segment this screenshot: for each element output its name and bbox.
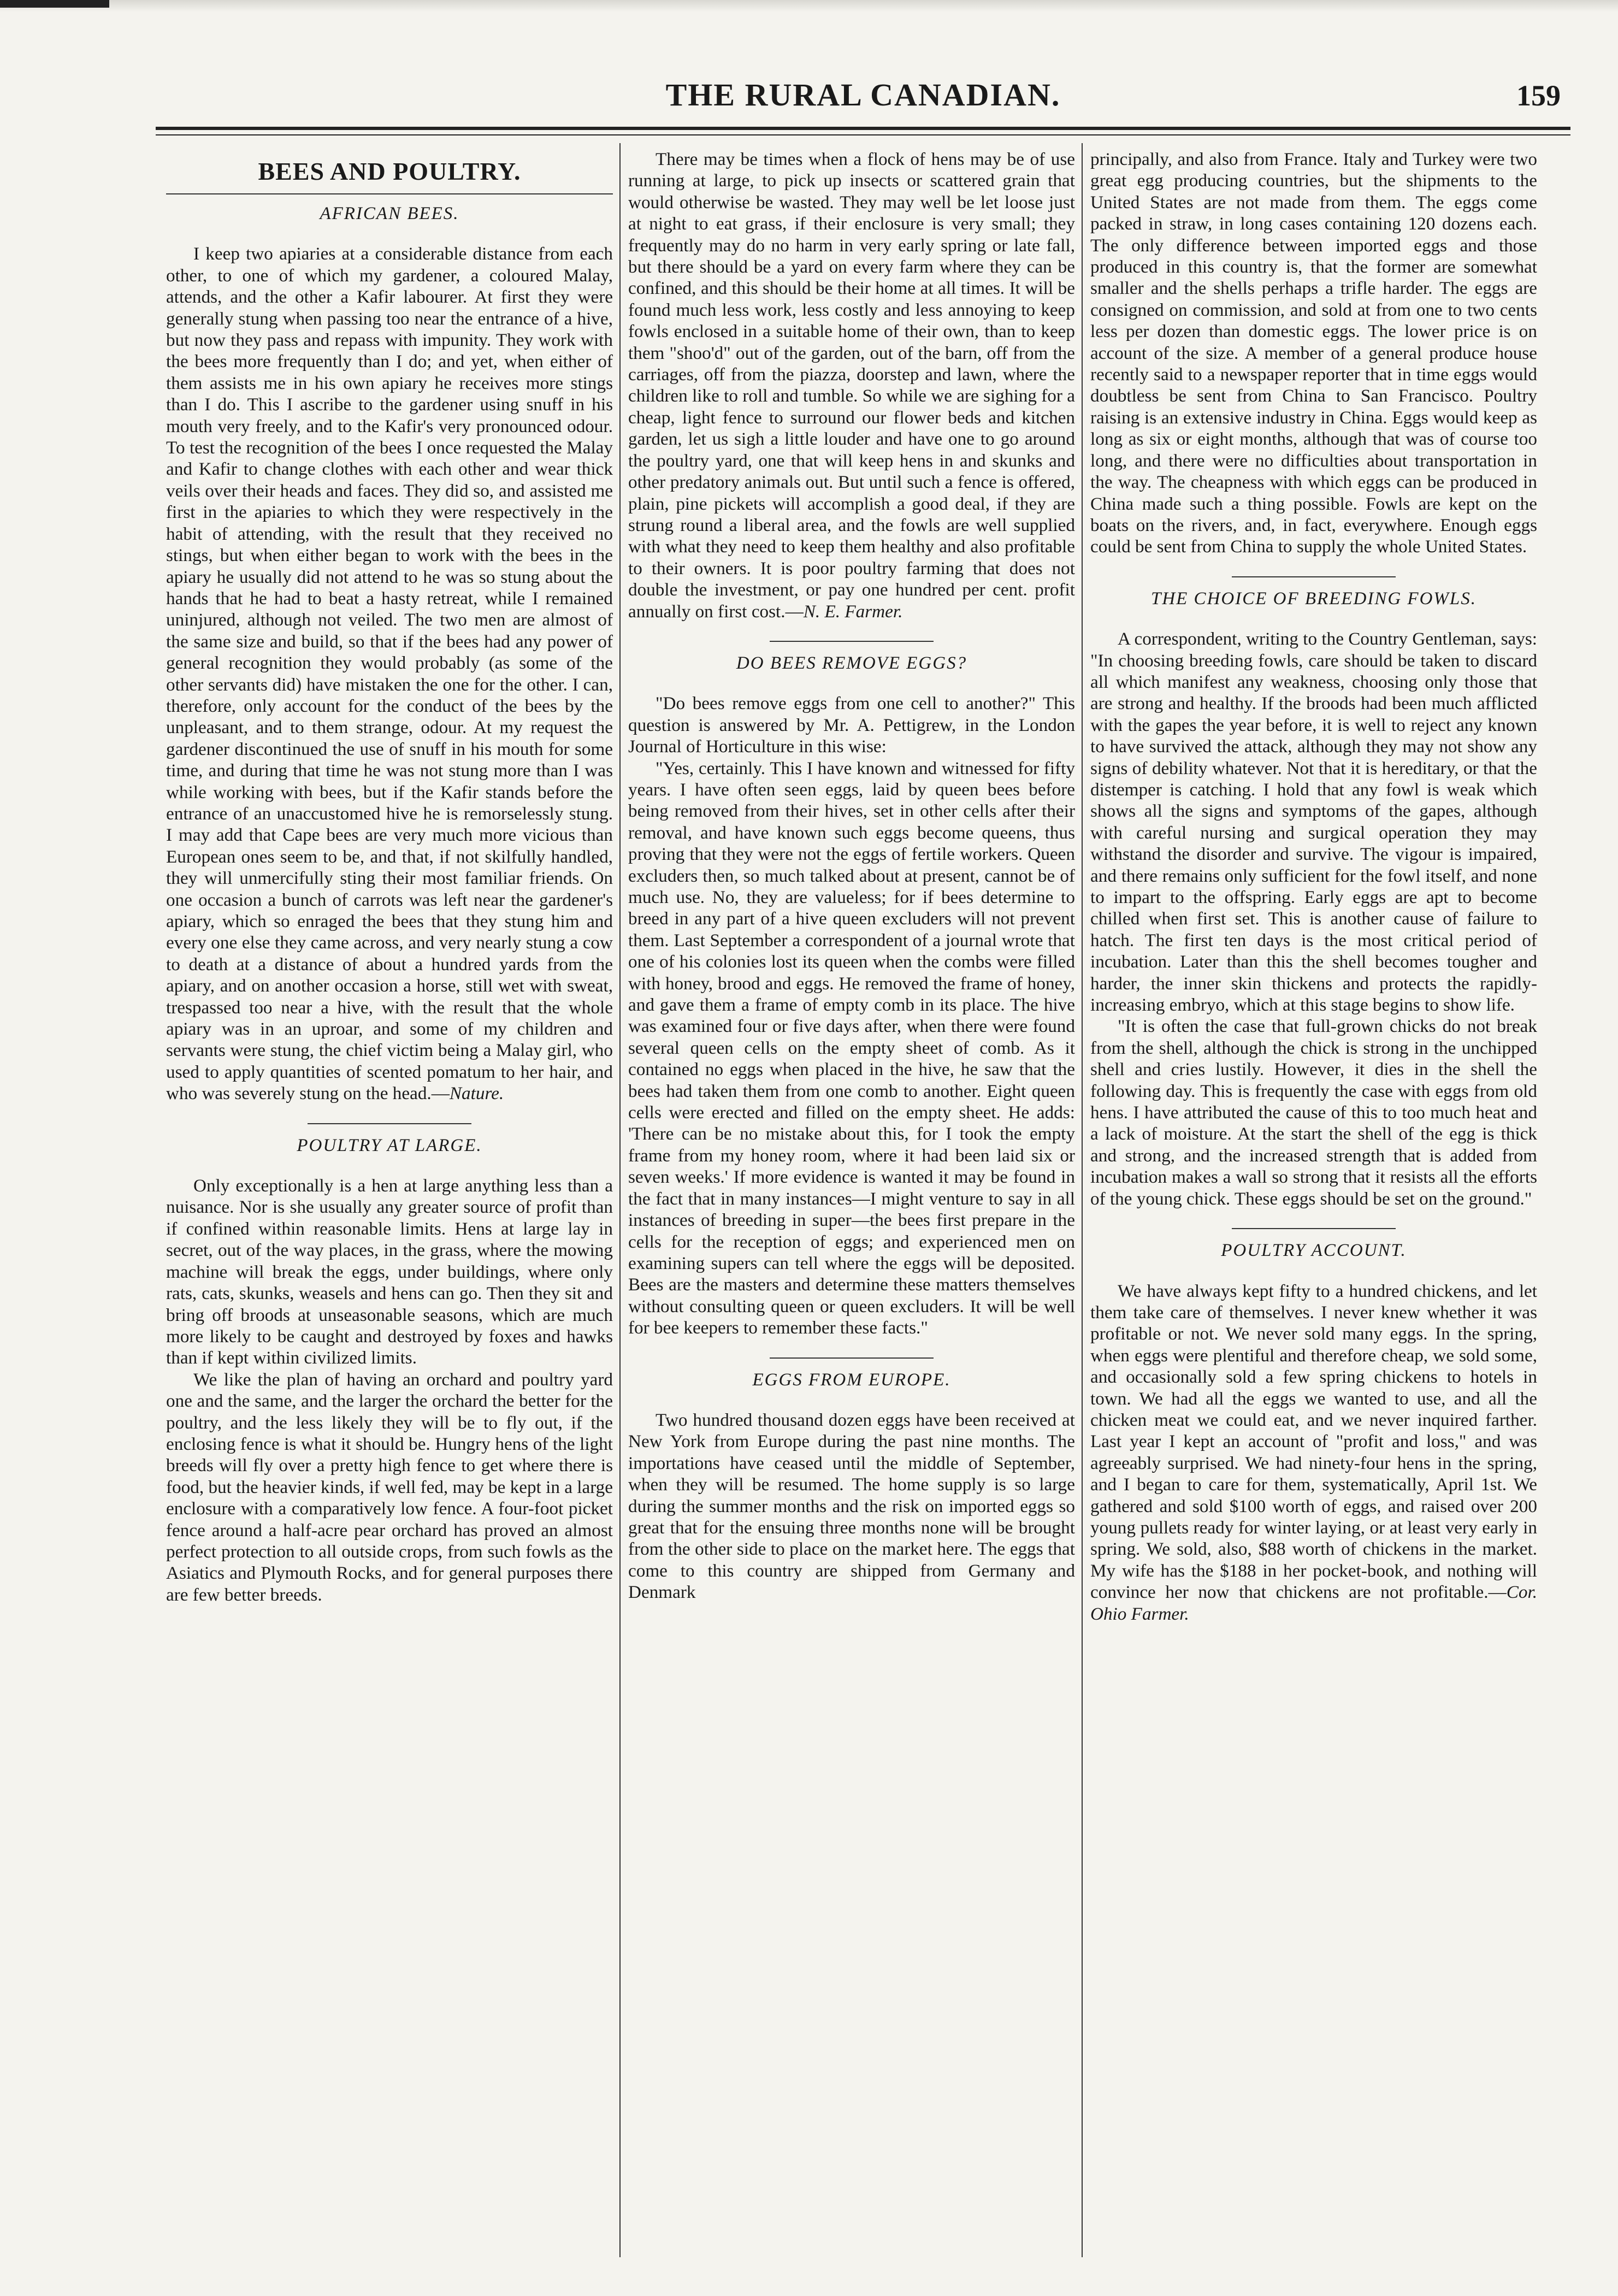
- column-divider: [619, 143, 621, 2257]
- article-heading: AFRICAN BEES.: [320, 204, 459, 223]
- article-separator: [1232, 576, 1396, 577]
- article-separator: [1232, 1228, 1396, 1229]
- page-header: [156, 76, 1570, 120]
- article-paragraph: principally, and also from France. Italy and Turkey were two great egg producing countries, but the shipments to the United States are not made from them. The eggs come packed in straw, in long cases containing 120 dozens each. The only difference between imported eggs and those produced in this country is, that the former are somewhat smaller and the shells perhaps a trifle harder. The eggs are consigned on commission, and sold at from one to two cents less per dozen than domestic eggs. The lower price is on account of the size. A member of a general produce house recently said to a newspaper reporter that in time eggs would doubtless be sent from China to San Francisco. Poultry raising is an extensive industry in China. Eggs would keep as long as six or eight months, although that was of course too long, and there were no difficulties about transportation in the way. The cheapness with which eggs can be produced in China made such a thing possible. Fowls are kept on the boats on the rivers, and, in fact, everywhere. Enough eggs could be sent from China to supply the whole United States.: [1090, 149, 1537, 557]
- header-rule-thin: [156, 134, 1570, 135]
- column-divider: [1082, 143, 1083, 2257]
- article-heading: EGGS FROM EUROPE.: [752, 1370, 951, 1390]
- article-paragraph: Two hundred thousand dozen eggs have been received at New York from Europe during the past nine months. The importations have ceased until the middle of September, when they will be resumed. The home supply is so large during the summer months and the risk on imported eggs so great that for the ensuing three months none will be brought from the other side to place on the market here. The eggs that come to this country are shipped from Germany and Denmark: [628, 1409, 1075, 1603]
- article-heading: DO BEES REMOVE EGGS?: [736, 653, 967, 673]
- article-credit: N. E. Farmer.: [803, 601, 903, 622]
- article-separator: [770, 641, 934, 642]
- article-separator: [308, 1123, 471, 1124]
- column-1: [166, 149, 613, 2268]
- newspaper-title: THE RURAL CANADIAN.: [665, 77, 1061, 113]
- article-paragraph: "Yes, certainly. This I have known and witnessed for fifty years. I have often seen eggs, laid by queen bees before being removed from their hives, set in other cells after their removal, and have known such eggs become queens, thus proving that they were not the eggs of fertile workers. Queen excluders then, so much talked about at present, cannot be of much use. No, they are valueless; for if bees determine to breed in any part of a hive queen excluders will not prevent them. Last September a correspondent of a journal wrote that one of his colonies lost its queen when the combs were filled with honey, brood and eggs. He removed the frame of honey, and gave them a frame of empty comb in its place. The hive was examined four or five days after, when there were found several queen cells on the empty sheet of comb. As it contained no eggs when placed in the hive, he saw that the bees had taken them from one comb to another. Eight queen cells were erected and filled on the empty sheet. He adds: 'There can be no mistake about this, for I took the empty frame from my honey room, where it had been laid six or seven weeks.' If more evidence is wanted it may be found in the fact that in many instances—I might venture to say in all instances of breeding in super—the bees first prepare in the cells for the reception of eggs; and experienced men on examining supers can tell where the eggs will be deposited. Bees are the masters and determine these matters themselves without consulting queen or queen excluders. It will be well for bee keepers to remember these facts.": [628, 758, 1075, 1338]
- article-paragraph: We like the plan of having an orchard and poultry yard one and the same, and the larger the orchard the better for the poultry, and the less likely they will be to fly out, if the enclosing fence is what it should be. Hungry hens of the light breeds will fly over a pretty high fence to get where there is food, but the heavier kinds, if well fed, may be kept in a large enclosure with a comparatively low fence. A four-foot picket fence around a half-acre pear orchard has proved an almost perfect protection to all outside crops, from such fowls as the Asiatics and Plymouth Rocks, and for general purposes there are few better breeds.: [166, 1369, 613, 1605]
- article-heading: POULTRY AT LARGE.: [297, 1135, 482, 1155]
- article-heading: THE CHOICE OF BREEDING FOWLS.: [1150, 588, 1477, 609]
- column-2: [628, 149, 1075, 2268]
- scan-edge: [0, 0, 1618, 12]
- article-paragraph: I keep two apiaries at a considerable distance from each other, to one of which my gardener, a coloured Malay, attends, and the other a Kafir labourer. At first they were generally stung when passing too near the entrance of a hive, but now they pass and repass with impunity. They work with the bees more frequently than I do; and yet, when either of them assists me in his own apiary he receives more stings than I do. This I ascribe to the gardener using snuff in his mouth very freely, and to the Kafir's very pronounced odour. To test the recognition of the bees I once requested the Malay and Kafir to change clothes with each other and wear thick veils over their heads and faces. They did so, and assisted me first in the apiaries to which they were respectively in the habit of attending, with the result that they received no stings, but when either began to work with the bees in the apiary he usually did not attend to he was so stung about the hands that he had to beat a hasty retreat, while I remained uninjured, although not veiled. The two men are almost of the same size and build, so that if the bees had any power of general recognition they would probably (as some of the other servants did) have mistaken the one for the other. I can, therefore, only account for the conduct of the bees by the unpleasant, and to them strange, odour. At my request the gardener discontinued the use of snuff in his mouth for some time, and during that time he was not stung more than I was while working with bees, but if the Kafir stands before the entrance of an unaccustomed hive he is remorselessly stung. I may add that Cape bees are very much more vicious than European ones seem to be, and that, if not skilfully handled, they will unmercifully sting their most familiar friends. On one occasion a bunch of carrots was left near the gardener's apiary, which so enraged the bees that they stung him and every one else they came across, and very nearly stung a cow to death at a distance of about a hundred yards from the apiary, and on another occasion a horse, still wet with sweat, trespassed too near a hive, with the result that the whole apiary was in an uproar, and some of my children and servants were stung, the chief victim being a Malay girl, who used to apply quantities of scented pomatum to her hair, and who was severely stung on the head.—Nature.: [166, 244, 613, 1104]
- article-paragraph: There may be times when a flock of hens may be of use running at large, to pick up insects or scattered grain that would otherwise be wasted. They may well be let loose just at night to eat grass, if their enclosure is very small; they frequently may do no harm in very early spring or late fall, but there should be a yard on every farm where they can be confined, and this should be their home at all times. It will be found much less work, less costly and less annoying to keep fowls enclosed in a suitable home of their own, than to keep them "shoo'd" out of the garden, out of the barn, off from the carriages, off from the piazza, doorstep and lawn, where the children like to roll and tumble. So while we are sighing for a cheap, light fence to surround our flower beds and kitchen garden, let us sigh a little louder and have one to go around the poultry yard, one that will keep hens in and skunks and other predatory animals out. But until such a fence is offered, plain, pine pickets will accomplish a good deal, if they are strung round a liberal area, and the fowls are well supplied with what they need to keep them healthy and also profitable to their owners. It is poor poultry farming that does not double the investment, or pay one hundred per cent. profit annually on first cost.—N. E. Farmer.: [628, 149, 1075, 622]
- article-credit: Nature.: [449, 1083, 504, 1104]
- column-3: [1090, 149, 1537, 2268]
- article-heading: POULTRY ACCOUNT.: [1221, 1241, 1407, 1261]
- article-paragraph: "Do bees remove eggs from one cell to another?" This question is answered by Mr. A. Pettigrew, in the London Journal of Horticulture in this wise:: [628, 693, 1075, 757]
- article-paragraph: A correspondent, writing to the Country Gentleman, says: "In choosing breeding fowls, care should be taken to discard all which manifest any weakness, choosing only those that are strong and healthy. If the broods had been much afflicted with the gapes the year before, it is well to reject any known to have survived the attack, although they may not show any signs of debility whatever. Not that it is hereditary, or that the distemper is catching. I hold that any fowl is weak which shows all the signs and symptoms of the gapes, although with careful nursing and surgical operation they may withstand the disorder and survive. The vigour is impaired, and there remains only sufficient for the fowl itself, and none to impart to the offspring. Early eggs are apt to become chilled when first set. This is another cause of failure to hatch. The first ten days is the most critical period of incubation. Later than this the shell becomes tougher and harder, the inner skin thickens and protects the rapidly-increasing embryo, which at this stage begins to show life.: [1090, 629, 1537, 1016]
- section-title: BEES AND POULTRY.: [258, 157, 521, 185]
- section-title-rule: [166, 193, 613, 194]
- scan-mark: [0, 0, 109, 8]
- article-separator: [770, 1357, 934, 1359]
- page-number: 159: [1516, 79, 1561, 112]
- article-credit: Cor. Ohio Farmer.: [1090, 1582, 1537, 1624]
- article-paragraph: "It is often the case that full-grown chicks do not break from the shell, although the chick is strong in the unchipped shell and cries lustily. However, it dies in the shell the following day. This is frequently the case with eggs from old hens. I have attributed the cause of this to too much heat and a lack of moisture. At the start the shell of the egg is thick and strong, and the increased strength that is added from incubation makes a wall so strong that it resists all the efforts of the young chick. These eggs should be set on the ground.": [1090, 1016, 1537, 1209]
- article-paragraph: We have always kept fifty to a hundred chickens, and let them take care of themselves. I never knew whether it was profitable or not. We never sold many eggs. In the spring, when eggs were plentiful and therefore cheap, we sold some, and occasionally sold a few spring chickens to hotels in town. We had all the eggs we wanted to use, and all the chicken meat we could eat, and we never inquired farther. Last year I kept an account of "profit and loss," and was agreeably surprised. We had ninety-four hens in the spring, and I began to care for them, systematically, April 1st. We gathered and sold $100 worth of eggs, and raised over 200 young pullets ready for winter laying, or at least very early in spring. We sold, also, $88 worth of chickens in the market. My wife has the $188 in her pocket-book, and nothing will convince her now that chickens are not profitable.—Cor. Ohio Farmer.: [1090, 1280, 1537, 1624]
- header-rule-thick: [156, 127, 1570, 130]
- article-paragraph: Only exceptionally is a hen at large anything less than a nuisance. Nor is she usually any greater source of profit than if confined within reasonable limits. Hens at large lay in secret, out of the way places, in the grass, where the mowing machine will break the eggs, under buildings, where only rats, cats, skunks, weasels and hens can go. Then they sit and bring off broods at unseasonable seasons, which are much more likely to be caught and destroyed by foxes and hawks than if kept within civilized limits.: [166, 1176, 613, 1368]
